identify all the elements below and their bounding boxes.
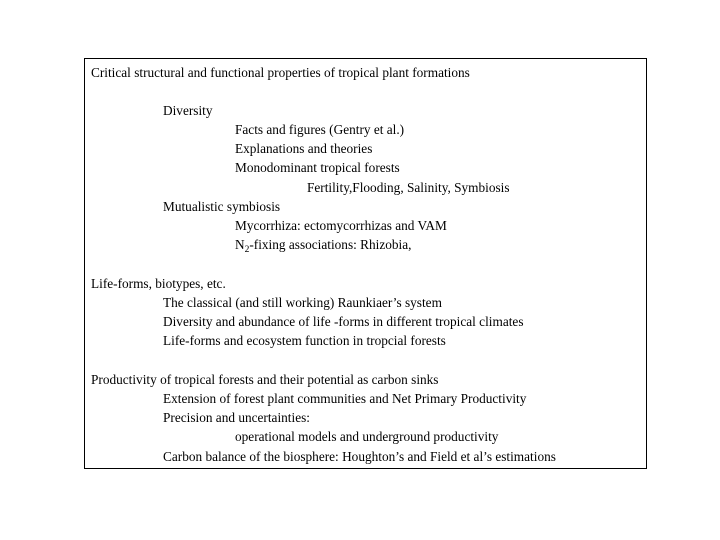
outline-item-raunkiaer: The classical (and still working) Raunkiaer’s system: [163, 295, 442, 310]
outline-item-mutualistic: Mutualistic symbiosis: [163, 199, 281, 214]
outline-item-extension: Extension of forest plant communities and Net Primary Productivity: [163, 391, 527, 406]
n2-suffix: -fixing associations: Rhizobia,: [249, 237, 412, 252]
outline-item-operational: operational models and underground productivity: [235, 429, 499, 444]
outline-item-precision: Precision and uncertainties:: [163, 410, 310, 425]
n2-subscript: 2: [244, 245, 250, 255]
outline-item-n2-fixing: [235, 235, 411, 254]
outline-item-factors: Fertility,Flooding, Salinity, Symbiosis: [307, 180, 510, 195]
outline-item-ecosystem: Life-forms and ecosystem function in tropcial forests: [163, 333, 446, 348]
n2-prefix: N: [235, 237, 245, 252]
outline-heading-life-forms: Life-forms, biotypes, etc.: [91, 276, 226, 291]
outline-title: Critical structural and functional properties of tropical plant formations: [91, 65, 470, 80]
outline-item-diversity-abundance: Diversity and abundance of life -forms in different tropical climates: [163, 314, 524, 329]
outline-item-diversity: Diversity: [163, 103, 213, 118]
outline-item-monodominant: Monodominant tropical forests: [235, 160, 400, 175]
outline-item-explanations: Explanations and theories: [235, 141, 373, 156]
outline-item-carbon-balance: Carbon balance of the biosphere: Houghton’s and Field et al’s estimations: [163, 449, 556, 464]
outline-item-facts: Facts and figures (Gentry et al.): [235, 122, 405, 137]
outline-item-mycorrhiza: Mycorrhiza: ectomycorrhizas and VAM: [235, 218, 447, 233]
outline-heading-productivity: Productivity of tropical forests and their potential as carbon sinks: [91, 372, 439, 387]
